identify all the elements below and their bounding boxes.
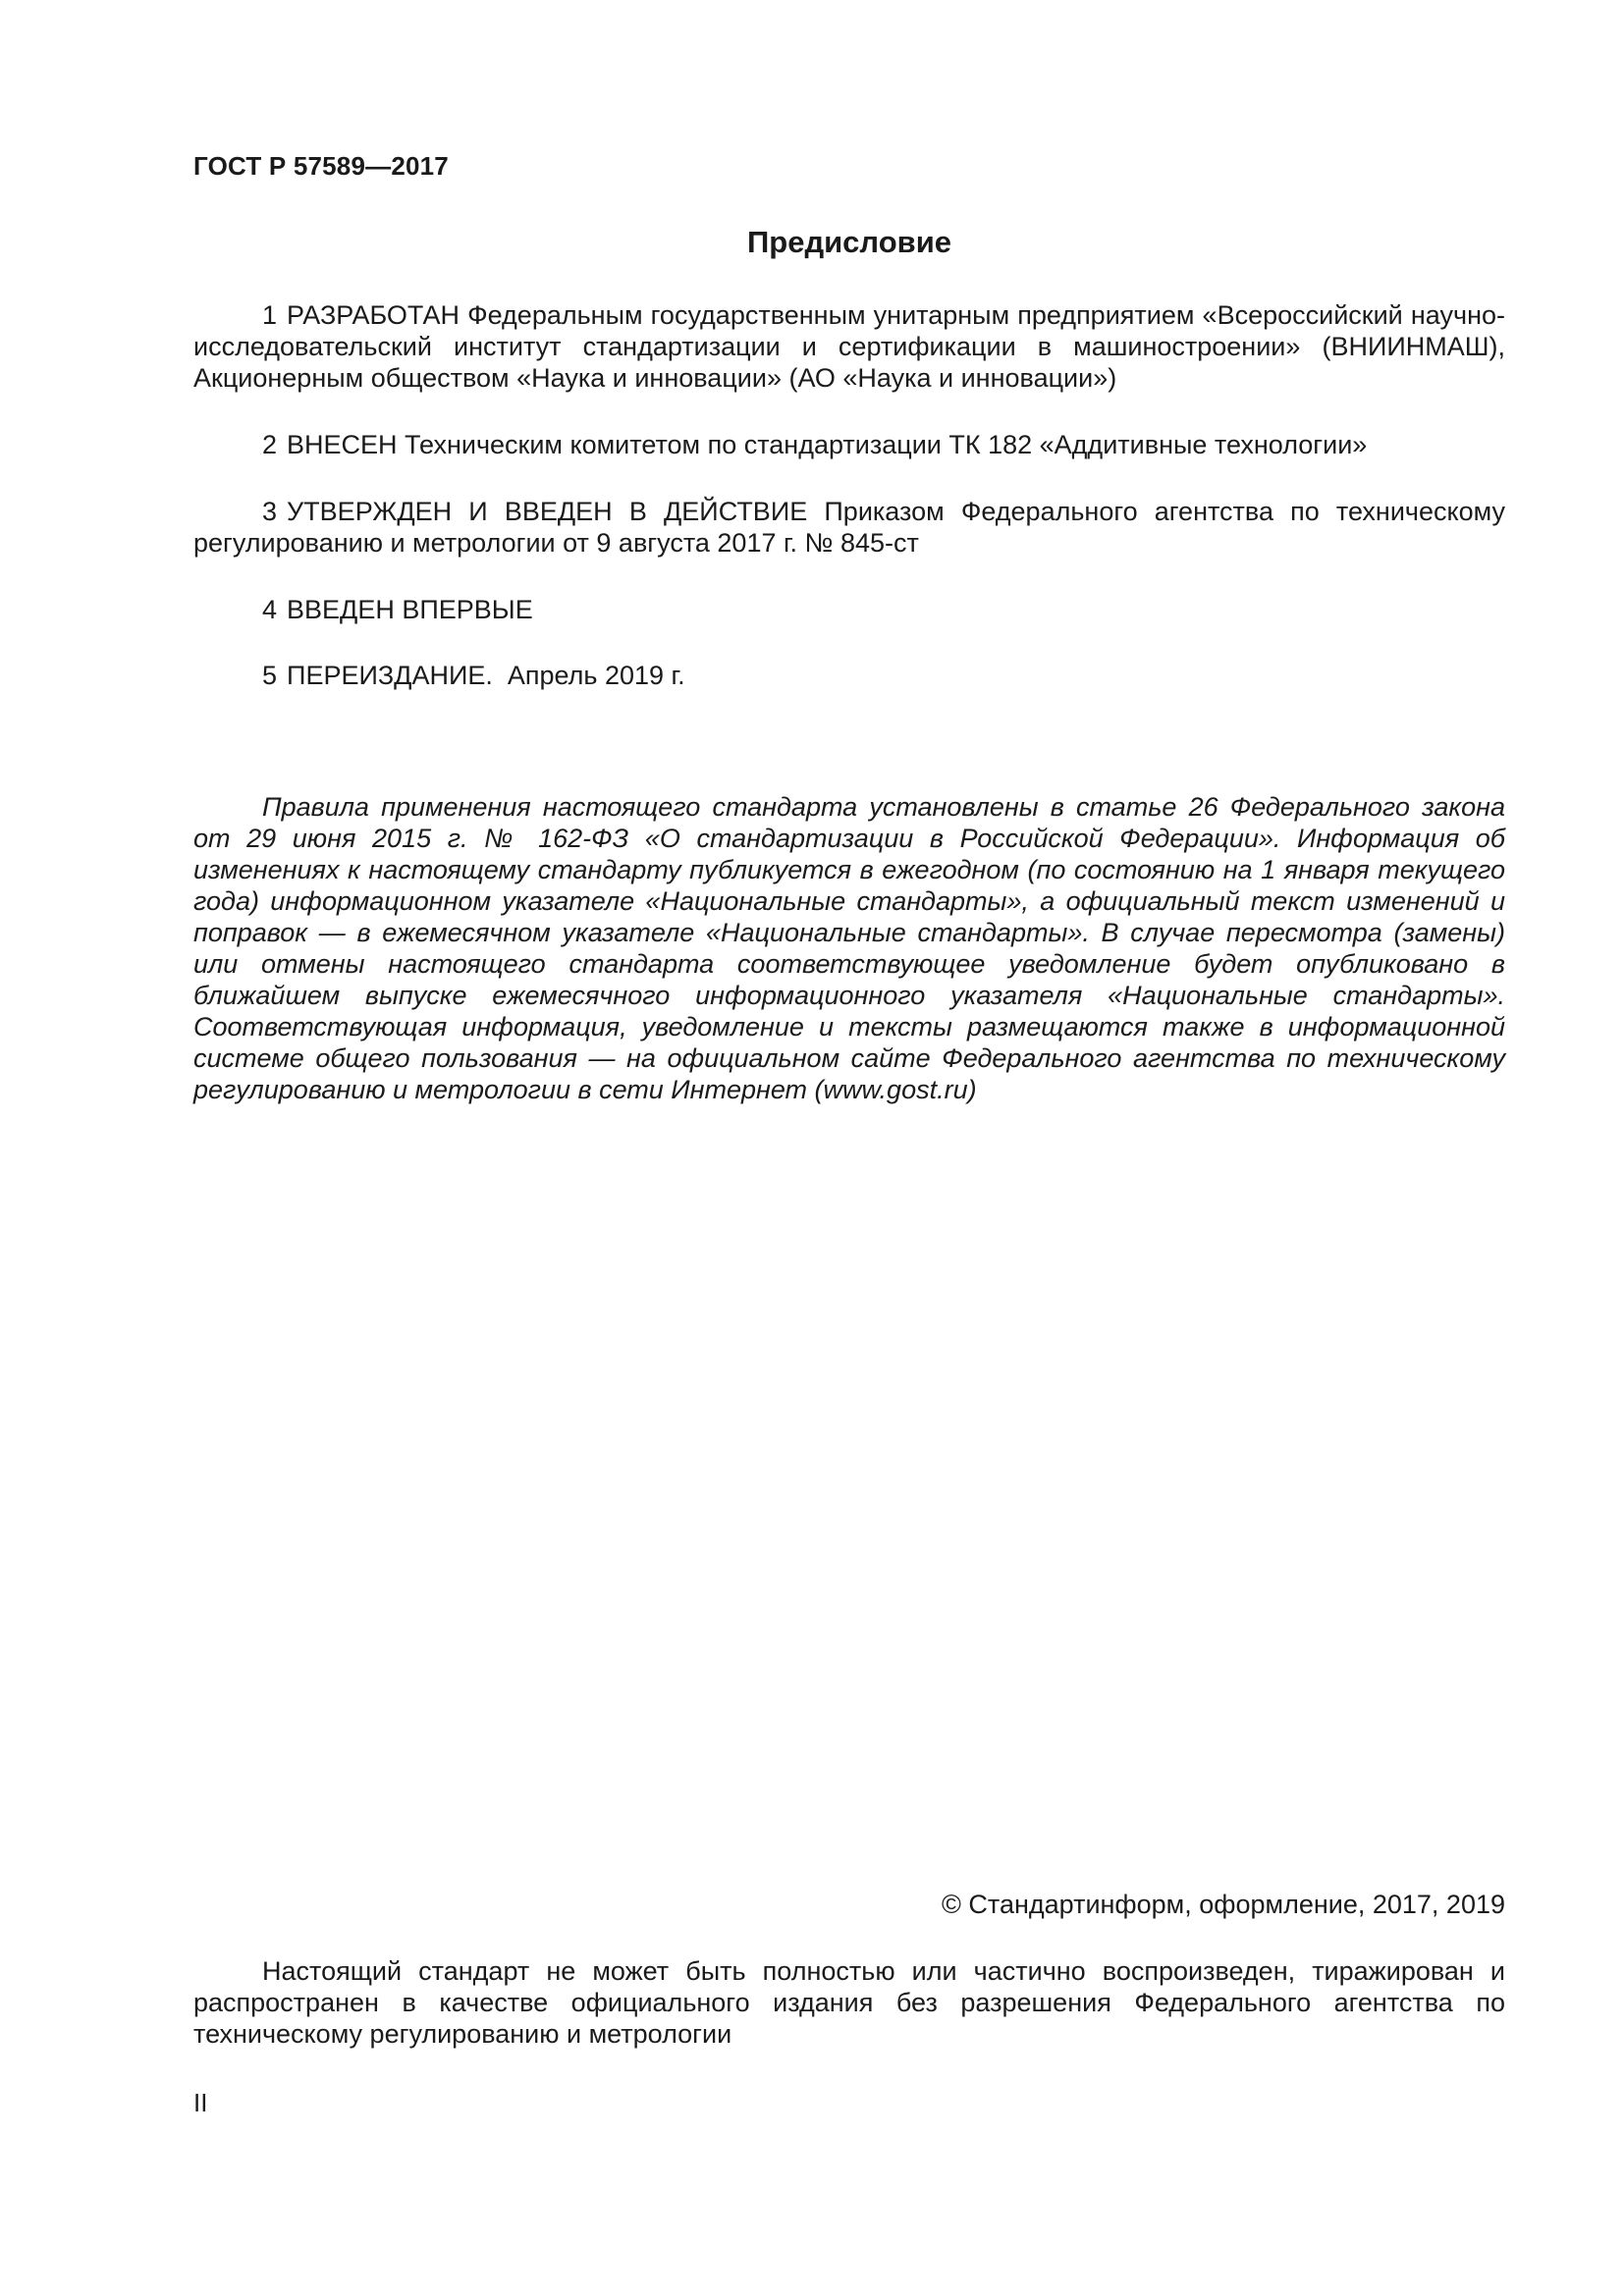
foreword-item-3 — [193, 496, 1505, 559]
reproduction-notice: Настоящий стандарт не может быть полностью или частично воспроизведен, тиражирован и распространен в качестве официального издания без разрешения Федерального агентства по техническому регулированию и метрологии — [193, 1956, 1505, 2049]
foreword-item-number: 4 — [262, 595, 278, 624]
copyright-line: © Стандартинформ, оформление, 2017, 2019 — [942, 1890, 1505, 1919]
foreword-item-text: РАЗРАБОТАН Федеральным государственным унитарным предприятием «Всероссийский научно-исследовательский институт стандартизации и сертификации в машиностроении» (ВНИИНМАШ), Акционерным обществом «Наука и инновации» (АО «Наука и инновации») — [193, 300, 1505, 393]
foreword-item-text: УТВЕРЖДЕН И ВВЕДЕН В ДЕЙСТВИЕ Приказом Федерального агентства по техническому регулированию и метрологии от 9 августа 2017 г. № 845-ст — [193, 497, 1505, 558]
foreword-item-number: 1 — [262, 300, 278, 330]
rules-notice: Правила применения настоящего стандарта установлены в статье 26 Федерального закона от 29 июня 2015 г. № 162-ФЗ «О стандартизации в Российской Федерации». Информация об изменениях к настоящему стандарту публикуется в ежегодном (по состоянию на 1 января текущего года) информационном указателе «Национальные стандарты», а официальный текст изменений и поправок — в ежемесячном указателе «Национальные стандарты». В случае пересмотра (замены) или отмены настоящего стандарта соответствующее уведомление будет опубликовано в ближайшем выпуске ежемесячного информационного указателя «Национальные стандарты». Соответствующая информация, уведомление и тексты размещаются также в информационной системе общего пользования — на официальном сайте Федерального агентства по техническому регулированию и метрологии в сети Интернет (www.gost.ru) — [193, 792, 1505, 1104]
foreword-item-text: ПЕРЕИЗДАНИЕ. Апрель 2019 г. — [287, 661, 685, 690]
foreword-item-text: ВВЕДЕН ВПЕРВЫЕ — [287, 595, 533, 624]
foreword-item-4 — [193, 594, 1505, 625]
foreword-item-text: ВНЕСЕН Техническим комитетом по стандартизации ТК 182 «Аддитивные технологии» — [287, 430, 1368, 459]
page-number: II — [193, 2088, 208, 2117]
page-title: Предисловие — [746, 225, 951, 259]
foreword-item-number: 3 — [262, 497, 278, 526]
foreword-item-2 — [193, 429, 1505, 460]
foreword-item-number: 5 — [262, 661, 278, 690]
foreword-item-1 — [193, 299, 1505, 394]
foreword-item-number: 2 — [262, 430, 278, 459]
document-code-header: ГОСТ Р 57589—2017 — [193, 151, 449, 181]
foreword-item-5 — [193, 660, 1505, 691]
